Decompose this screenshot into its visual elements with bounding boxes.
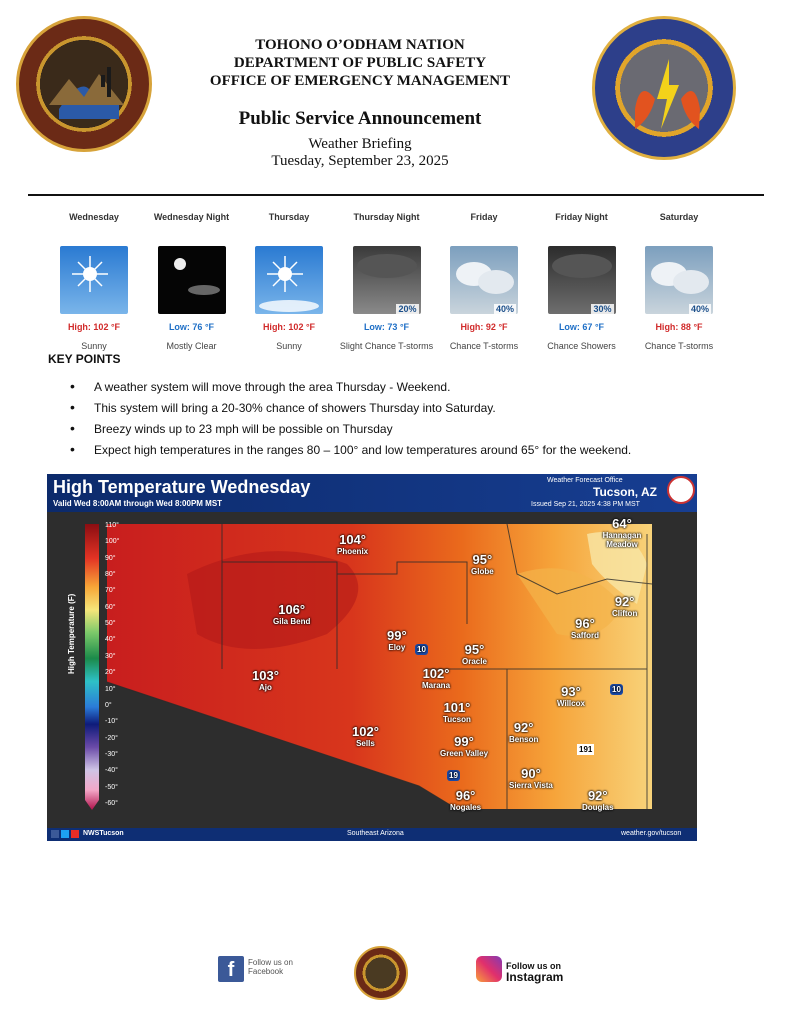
city-name: Sells	[356, 739, 375, 748]
legend-tick-label: -30°	[105, 750, 118, 758]
city-temp: 102°	[352, 724, 379, 739]
legend-tick-label: 100°	[105, 538, 120, 546]
legend-tick-label: 70°	[105, 587, 116, 595]
facebook-follow-text[interactable]: Follow us on Facebook	[248, 958, 293, 976]
legend-tick-label: 90°	[105, 554, 116, 562]
city-temp: 106°	[278, 602, 306, 617]
map-social-handle: NWSTucson	[83, 830, 124, 837]
header-divider	[28, 194, 764, 196]
city-temp: 92°	[587, 788, 608, 803]
legend-tick-label: 80°	[105, 571, 116, 579]
twitter-icon	[61, 830, 69, 838]
city-name: Green Valley	[440, 749, 489, 758]
forecast-temp: Low: 76 °F	[168, 322, 215, 332]
city-temperature-label	[599, 516, 645, 549]
instagram-follow-big: Instagram	[506, 970, 564, 984]
forecast-day	[532, 204, 632, 353]
city-temperature-label	[557, 684, 585, 708]
forecast-temp: Low: 67 °F	[558, 322, 605, 332]
precip-chance: 20%	[398, 304, 417, 314]
legend-tick-label: -10°	[105, 718, 118, 726]
forecast-day	[44, 204, 144, 353]
legend-tick-label: -50°	[105, 783, 118, 791]
forecast-condition: Slight Chance T-storms	[339, 341, 434, 351]
city-temperature-label	[571, 616, 599, 640]
thunderstorm-icon	[353, 246, 421, 314]
city-temperature-label	[440, 734, 488, 758]
high-temperature-map	[47, 474, 697, 841]
city-name: Douglas	[582, 803, 614, 812]
city-temp: 102°	[422, 666, 450, 681]
forecast-day	[629, 204, 729, 353]
legend-tick-label: 30°	[105, 652, 116, 660]
forecast-condition: Mostly Clear	[166, 341, 217, 351]
forecast-temp: High: 92 °F	[460, 322, 508, 332]
city-temperature-label	[509, 766, 553, 790]
map-url: weather.gov/tucson	[621, 830, 682, 837]
city-temperature-label	[252, 668, 279, 692]
city-temperature-label	[352, 724, 379, 748]
forecast-day-name: Thursday Night	[353, 212, 420, 222]
forecast-condition: Chance Showers	[547, 341, 616, 351]
clear-night-icon	[158, 246, 226, 314]
document-title: Public Service Announcement	[238, 108, 482, 129]
forecast-day-name: Friday	[470, 212, 498, 222]
city-name: Benson	[509, 735, 539, 744]
instagram-follow-text[interactable]	[506, 961, 563, 984]
legend-tick-label: 50°	[105, 620, 116, 628]
map-region-label: Southeast Arizona	[347, 830, 404, 837]
instagram-icon[interactable]	[476, 956, 502, 982]
city-name: Ajo	[259, 683, 272, 692]
temperature-legend-bar	[85, 524, 99, 810]
city-temp: 92°	[614, 594, 635, 609]
city-name: Oracle	[462, 657, 487, 666]
youtube-icon	[71, 830, 79, 838]
legend-tick-label: 20°	[105, 669, 116, 677]
facebook-icon	[51, 830, 59, 838]
city-name: Sierra Vista	[509, 781, 553, 790]
legend-tick-label: 110°	[105, 522, 119, 529]
forecast-day	[337, 204, 437, 353]
precip-chance: 30%	[593, 304, 612, 314]
city-temperature-label	[582, 788, 614, 812]
legend-title: High Temperature (F)	[67, 593, 76, 674]
city-temp: 104°	[339, 532, 366, 547]
document-date: Tuesday, September 23, 2025	[271, 153, 449, 169]
city-temperature-label	[612, 594, 637, 618]
forecast-day-name: Wednesday Night	[153, 212, 230, 222]
forecast-temp: High: 88 °F	[655, 322, 703, 332]
city-temp: 103°	[252, 668, 279, 683]
city-temperature-label	[509, 720, 538, 744]
city-name: Hannagan Meadow	[602, 531, 642, 549]
city-name: Clifton	[612, 609, 638, 618]
precip-chance: 40%	[495, 304, 514, 314]
map-valid-time: Valid Wed 8:00AM through Wed 8:00PM MST	[53, 499, 223, 508]
instagram-follow-small: Follow us on	[506, 961, 561, 971]
map-title: High Temperature Wednesday	[53, 477, 311, 497]
legend-tick-label: 0°	[105, 701, 112, 709]
city-temperature-label	[422, 666, 450, 690]
city-name: Gila Bend	[273, 617, 311, 626]
city-name: Nogales	[450, 803, 482, 812]
legend-tick-label: -40°	[105, 767, 118, 775]
city-temp: 96°	[455, 788, 476, 803]
key-point-item: • Breezy winds up to 23 mph will be possible on Thursday	[70, 422, 730, 443]
forecast-day-name: Wednesday	[69, 212, 119, 222]
facebook-icon[interactable]: f	[218, 956, 244, 982]
city-temperature-label	[462, 642, 487, 666]
precip-chance: 40%	[690, 304, 709, 314]
city-temp: 93°	[561, 684, 581, 699]
interstate-shield: 19	[449, 771, 458, 780]
showers-icon	[548, 246, 616, 314]
org-line-nation: TOHONO O’ODHAM NATION	[255, 37, 465, 53]
sunny-icon	[60, 246, 128, 314]
interstate-shield: 10	[612, 685, 621, 694]
legend-tick-label: 10°	[105, 685, 116, 693]
map-issued-time: Issued Sep 21, 2025 4:38 PM MST	[531, 501, 640, 508]
forecast-day	[142, 204, 242, 353]
city-name: Phoenix	[337, 547, 369, 556]
city-temp: 99°	[454, 734, 474, 749]
dps-seal-logo	[16, 16, 152, 152]
partly-cloudy-storm-icon	[645, 246, 713, 314]
key-point-item: • Expect high temperatures in the ranges 80 – 100° and low temperatures around 65° for the weekend.	[70, 443, 730, 464]
legend-tick-label: 40°	[105, 636, 116, 644]
forecast-day-name: Saturday	[659, 212, 699, 222]
forecast-temp: Low: 73 °F	[363, 322, 410, 332]
forecast-day-name: Thursday	[268, 212, 310, 222]
legend-tick-label: -60°	[105, 800, 118, 807]
forecast-day	[434, 204, 534, 353]
oem-seal-logo	[592, 16, 736, 160]
map-office-city: Tucson, AZ	[593, 485, 657, 499]
city-name: Eloy	[388, 643, 406, 652]
city-temperature-label	[450, 788, 481, 812]
org-line-office: OFFICE OF EMERGENCY MANAGEMENT	[209, 73, 511, 89]
forecast-day	[239, 204, 339, 353]
city-name: Tucson	[443, 715, 471, 724]
legend-tick-label: 60°	[105, 603, 116, 611]
key-points-title: KEY POINTS	[48, 352, 121, 366]
forecast-temp: High: 102 °F	[67, 322, 121, 332]
city-temp: 101°	[443, 700, 471, 715]
city-temperature-label	[387, 628, 407, 652]
city-temp: 96°	[575, 616, 595, 631]
forecast-condition: Chance T-storms	[644, 341, 714, 351]
key-points-list	[70, 380, 730, 464]
city-temperature-label	[337, 532, 368, 556]
city-temp: 64°	[612, 516, 632, 531]
forecast-condition: Sunny	[81, 341, 107, 351]
map-office-label: Weather Forecast Office	[547, 477, 623, 484]
city-name: Globe	[471, 567, 494, 576]
city-name: Marana	[422, 681, 451, 690]
city-temp: 95°	[464, 642, 485, 657]
forecast-condition: Sunny	[276, 341, 302, 351]
interstate-shield: 10	[417, 645, 426, 654]
city-name: Safford	[571, 631, 599, 640]
forecast-day-name: Friday Night	[555, 212, 608, 222]
forecast-strip	[44, 204, 744, 390]
city-temperature-label	[471, 552, 494, 576]
key-point-item: • This system will bring a 20-30% chance of showers Thursday into Saturday.	[70, 401, 730, 422]
forecast-condition: Chance T-storms	[449, 341, 519, 351]
nws-logo	[667, 476, 695, 504]
key-point-item: • A weather system will move through the area Thursday - Weekend.	[70, 380, 730, 401]
city-temp: 95°	[472, 552, 493, 567]
document-subtitle: Weather Briefing	[308, 136, 412, 152]
nation-seal-logo	[354, 946, 408, 1000]
sunny-icon	[255, 246, 323, 314]
city-temp: 99°	[387, 628, 407, 643]
org-line-department: DEPARTMENT OF PUBLIC SAFETY	[233, 55, 487, 71]
city-temperature-label	[273, 602, 310, 626]
city-name: Willcox	[557, 699, 585, 708]
partly-cloudy-storm-icon	[450, 246, 518, 314]
city-temp: 92°	[513, 720, 534, 735]
highway-shield: 191	[579, 745, 593, 754]
city-temp: 90°	[521, 766, 541, 781]
forecast-temp: High: 102 °F	[262, 322, 316, 332]
legend-tick-label: -20°	[105, 734, 118, 742]
city-temperature-label	[443, 700, 471, 724]
